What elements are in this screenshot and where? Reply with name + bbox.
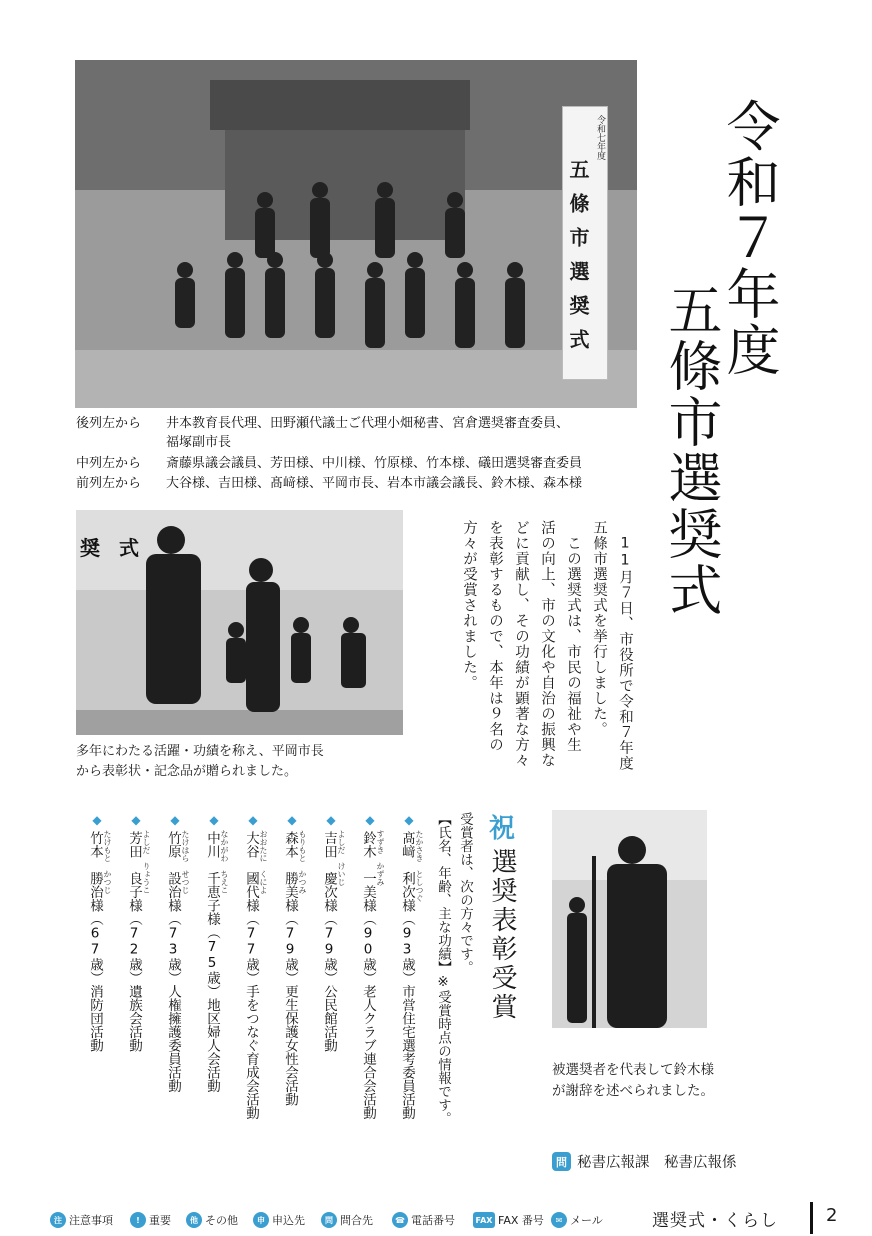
recipient-item bbox=[320, 812, 346, 1057]
intro-line-2: 五條市選奨式を挙行しました。 bbox=[591, 520, 607, 737]
recipient-name: 竹本 勝治 bbox=[87, 831, 103, 899]
speech-caption-line-2: が謝辞を述べられました。 bbox=[552, 1083, 714, 1099]
intro-line-5: どに貢献し、その功績が顕著な方々 bbox=[513, 520, 529, 768]
recipient-item bbox=[242, 812, 268, 1125]
speech-caption-line-1: 被選奨者を代表して鈴木様 bbox=[552, 1062, 714, 1078]
recipient-detail: 様（73歳）人権擁護委員活動 bbox=[165, 898, 181, 1093]
recipient-ruby: すずき かずみ bbox=[376, 830, 385, 886]
group-photo-image bbox=[75, 60, 637, 408]
legend-label: 注意事項 bbox=[69, 1214, 113, 1227]
legend-icon: ☎ bbox=[392, 1212, 408, 1228]
group-photo bbox=[75, 60, 637, 408]
recipient-item bbox=[125, 812, 151, 1057]
banner-main-text: 五條市選奨式 bbox=[566, 159, 590, 363]
diamond-bullet-icon: ◆ bbox=[209, 813, 219, 827]
presentation-caption bbox=[76, 742, 324, 782]
legend-label: メール bbox=[570, 1214, 603, 1227]
caption-middle-text: 斎藤県議会議員、芳田様、中川様、竹原様、竹本様、礒田選奨審査委員 bbox=[166, 456, 583, 471]
recipient-item bbox=[203, 812, 229, 1098]
legend-label: 申込先 bbox=[272, 1214, 305, 1227]
legend-item bbox=[253, 1212, 305, 1228]
speech-photo bbox=[552, 810, 707, 1028]
recipient-item bbox=[164, 812, 190, 1098]
footer-section-title: 選奨式・くらし bbox=[652, 1211, 778, 1231]
legend-icon: 申 bbox=[253, 1212, 269, 1228]
contact-text: 秘書広報課 秘書広報係 bbox=[577, 1155, 737, 1171]
presentation-photo bbox=[76, 510, 403, 735]
diamond-bullet-icon: ◆ bbox=[287, 813, 297, 827]
legend-icon: 注 bbox=[50, 1212, 66, 1228]
recipient-item bbox=[281, 812, 307, 1111]
recipient-item bbox=[359, 812, 385, 1125]
recipient-ruby: よしだ けいじ bbox=[337, 830, 346, 886]
recipient-name: 鈴木 一美 bbox=[360, 831, 376, 899]
photo-captions bbox=[76, 414, 636, 494]
recipient-detail: 様（79歳）公民館活動 bbox=[321, 898, 337, 1052]
recipient-detail: 様（90歳）老人クラブ連合会活動 bbox=[360, 898, 376, 1120]
legend-icon: ! bbox=[130, 1212, 146, 1228]
recipient-name: 芳田 良子 bbox=[126, 831, 142, 899]
intro-line-7: 方々が受賞されました。 bbox=[461, 520, 477, 691]
legend-icon: FAX bbox=[473, 1212, 495, 1228]
banner-small-text: 令和七年度 bbox=[595, 115, 605, 160]
recipient-ruby: たかさき としつぐ bbox=[415, 830, 424, 902]
caption-front-label: 前列左から bbox=[76, 476, 142, 491]
recipient-detail: 様（79歳）更生保護女性会活動 bbox=[282, 898, 298, 1106]
legend-label: 重要 bbox=[149, 1214, 171, 1227]
page-number: 2 bbox=[826, 1205, 838, 1226]
intro-line-6: を表彰するもので、本年は９名の bbox=[487, 520, 503, 753]
diamond-bullet-icon: ◆ bbox=[131, 813, 141, 827]
legend-icon: ✉ bbox=[551, 1212, 567, 1228]
recipient-name: 竹原 設治 bbox=[165, 831, 181, 899]
caption-back-text-2: 福塚副市長 bbox=[166, 435, 232, 450]
title-line-2: 五條市選奨式 bbox=[660, 282, 723, 618]
recipient-ruby: おおたに くによ bbox=[259, 830, 268, 894]
diamond-bullet-icon: ◆ bbox=[404, 813, 414, 827]
recipient-detail: 様（67歳）消防団活動 bbox=[87, 898, 103, 1052]
legend-label: FAX 番号 bbox=[498, 1214, 544, 1227]
award-mark: 祝 bbox=[489, 814, 516, 844]
diamond-bullet-icon: ◆ bbox=[326, 813, 336, 827]
recipient-ruby: よしだ りょうこ bbox=[142, 830, 151, 894]
legend-item bbox=[392, 1212, 455, 1228]
recipient-item bbox=[398, 812, 424, 1125]
legend-item bbox=[473, 1212, 544, 1228]
legend-item bbox=[321, 1212, 373, 1228]
diamond-bullet-icon: ◆ bbox=[365, 813, 375, 827]
stage-sign: 奨 式 bbox=[80, 536, 145, 560]
caption-back-label: 後列左から bbox=[76, 416, 142, 431]
title-line-1: 令和７年度 bbox=[718, 98, 781, 378]
legend-item bbox=[50, 1212, 113, 1228]
recipient-ruby: たけはら せつじ bbox=[181, 830, 190, 894]
legend-label: その他 bbox=[205, 1214, 238, 1227]
contact-info bbox=[552, 1151, 737, 1172]
diamond-bullet-icon: ◆ bbox=[170, 813, 180, 827]
recipient-name: 髙﨑 利次 bbox=[399, 831, 415, 899]
intro-line-4: 活の向上、市の文化や自治の振興な bbox=[539, 520, 555, 768]
caption-front-text: 大谷様、吉田様、髙﨑様、平岡市長、岩本市議会議長、鈴木様、森本様 bbox=[166, 476, 583, 491]
award-heading: 選奨表彰受賞 bbox=[487, 848, 517, 1022]
recipient-ruby: なかがわ ちえこ bbox=[220, 830, 229, 894]
award-note-2: 【氏名、年齢、主な功績】※受賞時点の情報です。 bbox=[435, 812, 451, 1125]
legend-icon: 問 bbox=[321, 1212, 337, 1228]
legend-item bbox=[130, 1212, 171, 1228]
speech-caption bbox=[552, 1060, 714, 1102]
recipient-name: 森本 勝美 bbox=[282, 831, 298, 899]
legend-icon: 他 bbox=[186, 1212, 202, 1228]
diamond-bullet-icon: ◆ bbox=[92, 813, 102, 827]
speech-photo-image bbox=[552, 810, 707, 1028]
recipient-detail: 様（75歳）地区婦人会活動 bbox=[204, 912, 220, 1093]
caption-back-text-1: 井本教育長代理、田野瀬代議士ご代理小畑秘書、宮倉選奨審査委員、 bbox=[166, 416, 570, 431]
legend-label: 電話番号 bbox=[411, 1214, 455, 1227]
contact-icon: 問 bbox=[552, 1152, 571, 1171]
recipient-name: 吉田 慶次 bbox=[321, 831, 337, 899]
ceremony-banner bbox=[562, 106, 608, 380]
recipient-item bbox=[86, 812, 112, 1057]
recipient-ruby: もりもと かつみ bbox=[298, 830, 307, 894]
caption-middle-label: 中列左から bbox=[76, 456, 142, 471]
recipient-detail: 様（72歳）遺族会活動 bbox=[126, 898, 142, 1052]
presentation-caption-line-2: から表彰状・記念品が贈られました。 bbox=[76, 764, 298, 779]
recipient-detail: 様（77歳）手をつなぐ育成会活動 bbox=[243, 898, 259, 1120]
footer-divider bbox=[810, 1202, 813, 1234]
legend-item bbox=[186, 1212, 238, 1228]
presentation-caption-line-1: 多年にわたる活躍・功績を称え、平岡市長 bbox=[76, 744, 324, 759]
recipient-ruby: たけもと かつじ bbox=[103, 830, 112, 894]
award-note-1: 受賞者は、次の方々です。 bbox=[457, 812, 473, 974]
legend-item bbox=[551, 1212, 603, 1228]
intro-line-3: この選奨式は、市民の福祉や生 bbox=[565, 520, 581, 753]
recipient-detail: 様（93歳）市営住宅選考委員活動 bbox=[399, 898, 415, 1120]
intro-line-1: 11月７日、市役所で令和７年度 bbox=[617, 520, 633, 771]
diamond-bullet-icon: ◆ bbox=[248, 813, 258, 827]
legend-label: 問合先 bbox=[340, 1214, 373, 1227]
recipient-name: 大谷 國代 bbox=[243, 831, 259, 899]
recipient-name: 中川 千恵子 bbox=[204, 831, 220, 912]
